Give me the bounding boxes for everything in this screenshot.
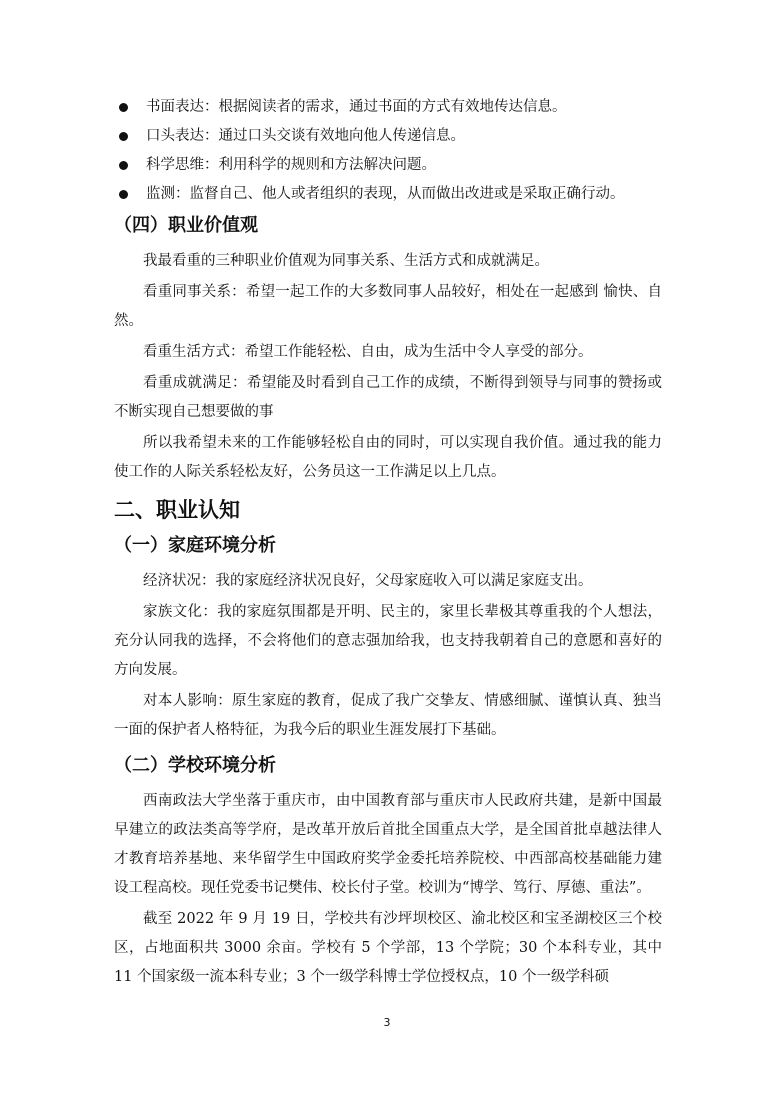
bullet-text: 监测：监督自己、他人或者组织的表现，从而做出改进或是采取正确行动。 [146,186,625,202]
paragraph: 看重同事关系：希望一起工作的大多数同事人品较好，相处在一起感到 愉快、自然。 [114,284,662,329]
list-item [114,184,662,204]
skills-bullet-list [114,97,662,204]
list-item [114,155,662,175]
section-heading-values: （四）职业价值观 [114,215,258,236]
list-item [114,126,662,146]
bullet-text: 科学思维：利用科学的规则和方法解决问题。 [146,157,436,173]
paragraph: 所以我希望未来的工作能够轻松自由的同时，可以实现自我价值。通过我的能力使工作的人际关系轻松友好，公务员这一工作满足以上几点。 [114,435,662,480]
paragraph: 西南政法大学坐落于重庆市，由中国教育部与重庆市人民政府共建，是新中国最早建立的政法类高等学府，是改革开放后首批全国重点大学，是全国首批卓越法律人才教育培养基地、来华留学生中国政府奖学金委托培养院校、中西部高校基础能力建设工程高校。现任党委书记樊伟、校长付子堂。校训为“博学、笃行、厚德、重法”。 [114,793,662,896]
paragraph: 我最看重的三种职业价值观为同事关系、生活方式和成就满足。 [143,253,549,269]
bullet-dot-icon [119,161,128,170]
paragraph: 看重生活方式：希望工作能轻松、自由，成为生活中令人享受的部分。 [143,344,593,360]
bullet-text: 口头表达：通过口头交谈有效地向他人传递信息。 [146,128,465,144]
bullet-dot-icon [119,103,128,112]
bullet-text: 书面表达：根据阅读者的需求，通过书面的方式有效地传达信息。 [146,99,567,115]
bullet-dot-icon [119,190,128,199]
page-content [114,97,662,994]
bullet-dot-icon [119,132,128,141]
paragraph: 截至 2022 年 9 月 19 日，学校共有沙坪坝校区、渝北校区和宝圣湖校区三个校区，占地面积共 3000 余亩。学校有 5 个学部，13 个学院；30 个本科专业，其中 11 个国家级一流本科专业；3 个一级学科博士学位授权点，10 个一级学科硕 [114,911,662,985]
paragraph: 对本人影响：原生家庭的教育，促成了我广交挚友、情感细腻、谨慎认真、独当一面的保护者人格特征，为我今后的职业生涯发展打下基础。 [114,693,662,738]
chapter-heading: 二、职业认知 [114,498,240,522]
paragraph: 家族文化：我的家庭氛围都是开明、民主的，家里长辈极其尊重我的个人想法，充分认同我的选择，不会将他们的意志强加给我，也支持我朝着自己的意愿和喜好的方向发展。 [114,604,662,678]
list-item [114,97,662,117]
paragraph: 看重成就满足：希望能及时看到自己工作的成绩，不断得到领导与同事的赞扬或不断实现自己想要做的事 [114,375,662,420]
page-number: 3 [383,1016,391,1029]
section-heading-school: （二）学校环境分析 [114,755,276,776]
section-heading-family: （一）家庭环境分析 [114,535,276,556]
paragraph: 经济状况：我的家庭经济状况良好，父母家庭收入可以满足家庭支出。 [143,573,593,589]
